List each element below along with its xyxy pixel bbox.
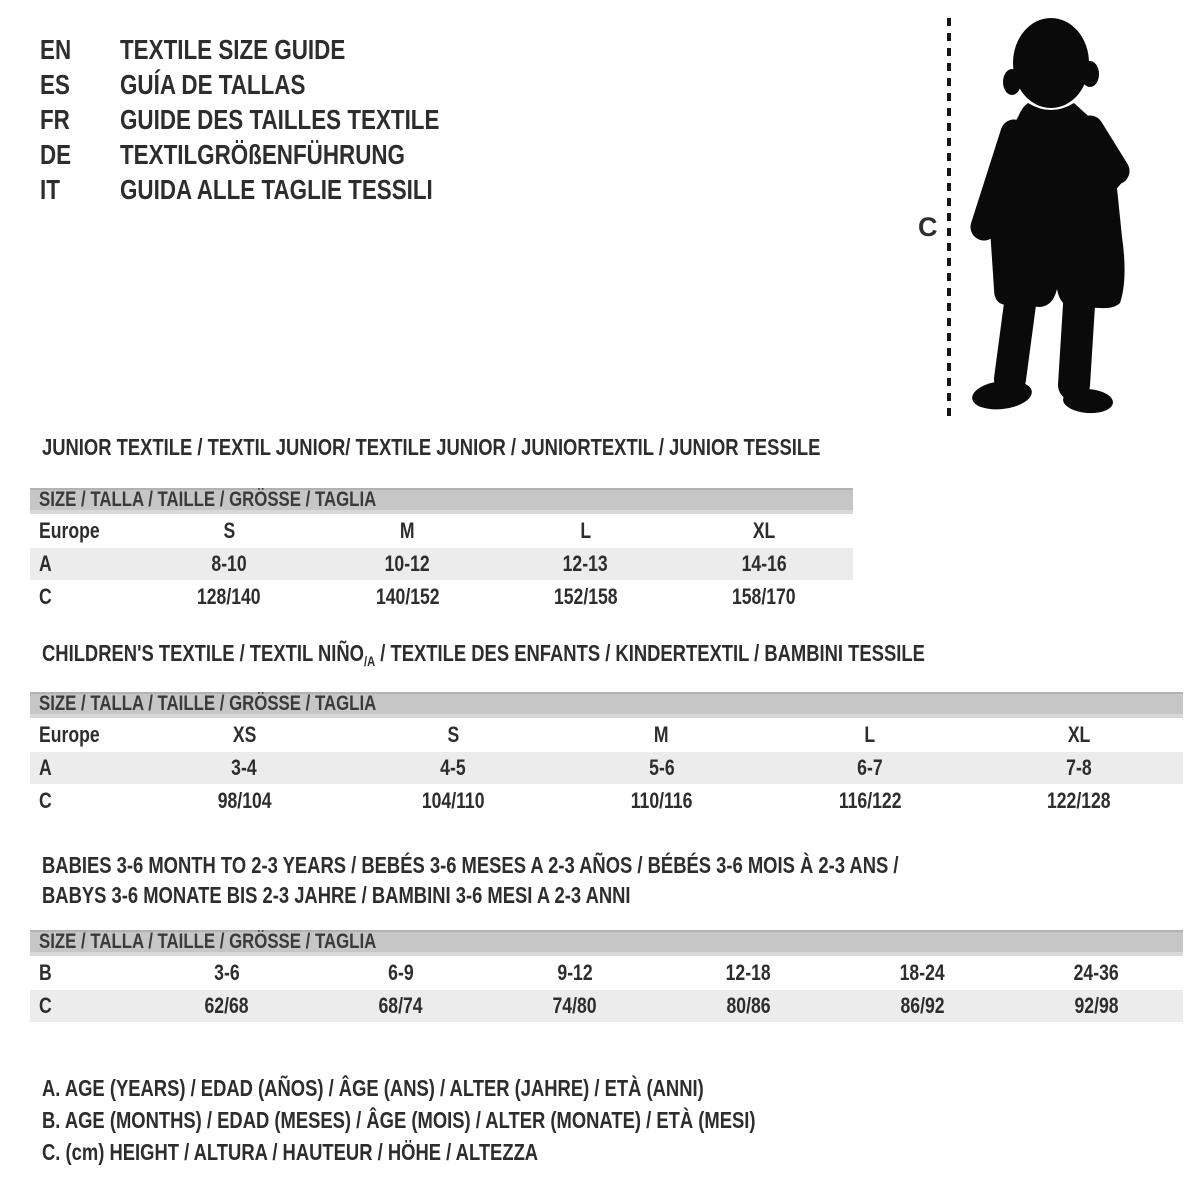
language-code bbox=[40, 67, 120, 102]
section-title bbox=[42, 640, 1183, 674]
row-label bbox=[30, 722, 140, 748]
title-text: BABYS 3-6 MONATE BIS 2-3 JAHRE / BAMBINI 3-6 MESI A 2-3 ANNI bbox=[42, 882, 631, 908]
size-cell-text: 86/92 bbox=[900, 993, 945, 1018]
size-cell-text: XL bbox=[1067, 722, 1090, 747]
language-code bbox=[40, 32, 120, 67]
size-cell-text: 92/98 bbox=[1074, 993, 1119, 1018]
size-cell bbox=[1009, 993, 1183, 1019]
size-cell bbox=[675, 518, 853, 544]
figure-measure-label: C bbox=[918, 212, 938, 242]
language-title-text: GUIDE DES TAILLES TEXTILE bbox=[120, 104, 440, 135]
size-cell bbox=[140, 993, 314, 1019]
row-label-text: A bbox=[39, 551, 52, 576]
size-cell bbox=[557, 788, 766, 814]
table-row bbox=[30, 957, 1183, 989]
size-table-header bbox=[30, 488, 853, 514]
size-cell-text: 6-9 bbox=[388, 960, 414, 985]
legend-line: A. AGE (YEARS) / EDAD (AÑOS) / ÂGE (ANS) / ALTER (JAHRE) / ETÀ (ANNI) bbox=[42, 1075, 704, 1101]
size-cell bbox=[497, 584, 675, 610]
size-cell-text: M bbox=[654, 722, 669, 747]
size-cell bbox=[974, 755, 1183, 781]
row-label bbox=[30, 551, 140, 577]
size-cell-text: 74/80 bbox=[552, 993, 597, 1018]
size-cell-text: 158/170 bbox=[732, 584, 796, 609]
size-cell bbox=[766, 722, 975, 748]
size-cell bbox=[349, 722, 558, 748]
size-cell-text: S bbox=[223, 518, 235, 543]
language-list bbox=[40, 32, 519, 207]
size-cell-text: 8-10 bbox=[211, 551, 247, 576]
language-title bbox=[120, 137, 476, 172]
language-title-text: TEXTILE SIZE GUIDE bbox=[120, 34, 346, 65]
size-cell bbox=[557, 722, 766, 748]
size-cell bbox=[314, 993, 488, 1019]
section-title-line bbox=[42, 434, 820, 460]
size-cell bbox=[488, 960, 662, 986]
table-row bbox=[30, 752, 1183, 784]
size-table-header bbox=[30, 692, 1183, 718]
legend bbox=[42, 1072, 934, 1168]
row-label bbox=[30, 993, 140, 1019]
size-cell-text: 7-8 bbox=[1065, 755, 1092, 780]
size-cell-text: L bbox=[864, 722, 876, 747]
row-label bbox=[30, 518, 140, 544]
language-title-text: GUIDA ALLE TAGLIE TESSILI bbox=[120, 174, 433, 205]
section-title bbox=[42, 850, 1183, 910]
babies-size-table bbox=[30, 930, 1183, 1022]
size-cell-text: 4-5 bbox=[440, 755, 466, 780]
size-cell-text: L bbox=[580, 518, 591, 543]
size-cell-text: 12-13 bbox=[563, 551, 609, 576]
row-label-text: A bbox=[39, 755, 52, 780]
size-cell-text: 122/128 bbox=[1046, 788, 1111, 813]
section-title-line bbox=[42, 640, 925, 674]
language-row bbox=[40, 67, 519, 102]
row-label-text: C bbox=[39, 993, 52, 1018]
size-cell bbox=[318, 551, 496, 577]
language-code-text: ES bbox=[40, 69, 70, 100]
language-title-text: GUÍA DE TALLAS bbox=[120, 69, 306, 100]
language-row bbox=[40, 102, 519, 137]
language-code bbox=[40, 172, 120, 207]
language-code bbox=[40, 102, 120, 137]
section-title bbox=[42, 434, 853, 460]
size-cell bbox=[349, 788, 558, 814]
language-row bbox=[40, 172, 519, 207]
row-label-text: Europe bbox=[39, 722, 100, 747]
title-text: BABIES 3-6 MONTH TO 2-3 YEARS / BEBÉS 3-6 MESES A 2-3 AÑOS / BÉBÉS 3-6 MOIS À 2-3 ANS / bbox=[42, 852, 899, 878]
size-cell bbox=[349, 755, 558, 781]
size-cell bbox=[140, 755, 349, 781]
size-cell bbox=[140, 551, 318, 577]
table-row bbox=[30, 785, 1183, 817]
size-cell-text: 128/140 bbox=[197, 584, 261, 609]
size-cell bbox=[675, 551, 853, 577]
row-label-text: C bbox=[39, 584, 52, 609]
size-cell-text: 116/122 bbox=[838, 788, 902, 813]
size-cell bbox=[974, 722, 1183, 748]
size-cell bbox=[766, 755, 975, 781]
row-label-text: Europe bbox=[39, 518, 100, 543]
size-cell bbox=[140, 722, 349, 748]
row-label bbox=[30, 788, 140, 814]
section-title-line bbox=[42, 880, 631, 910]
row-label bbox=[30, 755, 140, 781]
size-cell bbox=[140, 788, 349, 814]
height-dashed-line bbox=[944, 16, 954, 418]
size-table-header bbox=[30, 930, 1183, 956]
language-title bbox=[120, 102, 519, 137]
language-title bbox=[120, 67, 352, 102]
size-table-header-text: SIZE / TALLA / TAILLE / GRÖSSE / TAGLIA bbox=[39, 930, 377, 953]
size-cell-text: 24-36 bbox=[1073, 960, 1119, 985]
children-size-table bbox=[30, 692, 1183, 817]
size-cell bbox=[766, 788, 975, 814]
size-cell-text: 3-6 bbox=[214, 960, 240, 985]
size-cell bbox=[557, 755, 766, 781]
size-cell bbox=[974, 788, 1183, 814]
size-cell bbox=[675, 584, 853, 610]
section-childrens-textile bbox=[30, 640, 1183, 828]
table-row bbox=[30, 719, 1183, 751]
section-title-line bbox=[42, 850, 898, 880]
size-cell-text: 9-12 bbox=[556, 960, 593, 985]
language-title-text: TEXTILGRÖßENFÜHRUNG bbox=[120, 139, 405, 170]
size-cell bbox=[835, 993, 1009, 1019]
size-cell-text: 14-16 bbox=[741, 551, 787, 576]
language-code-text: DE bbox=[40, 139, 72, 170]
size-cell bbox=[314, 960, 488, 986]
size-cell-text: 152/158 bbox=[553, 584, 618, 609]
size-cell bbox=[661, 960, 835, 986]
size-cell-text: M bbox=[400, 518, 415, 543]
size-cell bbox=[497, 551, 675, 577]
language-title bbox=[120, 32, 402, 67]
language-title bbox=[120, 172, 511, 207]
size-cell-text: 98/104 bbox=[217, 788, 272, 813]
language-code-text: FR bbox=[40, 104, 70, 135]
legend-line: C. (cm) HEIGHT / ALTURA / HAUTEUR / HÖHE / ALTEZZA bbox=[42, 1139, 539, 1165]
size-cell-text: XS bbox=[232, 722, 257, 747]
size-cell-text: S bbox=[447, 722, 459, 747]
size-cell-text: 5-6 bbox=[648, 755, 675, 780]
size-cell-text: XL bbox=[752, 518, 776, 543]
legend-line: B. AGE (MONTHS) / EDAD (MESES) / ÂGE (MOIS) / ALTER (MONATE) / ETÀ (MESI) bbox=[42, 1107, 756, 1133]
size-cell bbox=[140, 584, 318, 610]
title-text: / TEXTILE DES ENFANTS / KINDERTEXTIL / BAMBINI TESSILE bbox=[375, 640, 925, 666]
toddler-silhouette-icon bbox=[968, 17, 1133, 415]
language-row bbox=[40, 137, 519, 172]
language-code-text: EN bbox=[40, 34, 72, 65]
size-table-header-text: SIZE / TALLA / TAILLE / GRÖSSE / TAGLIA bbox=[39, 488, 377, 511]
size-cell-text: 62/68 bbox=[204, 993, 249, 1018]
size-cell-text: 18-24 bbox=[899, 960, 945, 985]
row-label-text: B bbox=[39, 960, 52, 985]
table-row bbox=[30, 548, 853, 580]
size-cell bbox=[1009, 960, 1183, 986]
table-row bbox=[30, 990, 1183, 1022]
size-cell-text: 68/74 bbox=[378, 993, 423, 1018]
row-label-text: C bbox=[39, 788, 52, 813]
title-text: CHILDREN'S TEXTILE / TEXTIL NIÑO bbox=[42, 640, 364, 666]
size-cell bbox=[488, 993, 662, 1019]
language-code bbox=[40, 137, 120, 172]
size-cell bbox=[835, 960, 1009, 986]
junior-size-table bbox=[30, 488, 853, 613]
size-cell-text: 110/116 bbox=[630, 788, 693, 813]
row-label bbox=[30, 960, 140, 986]
size-cell bbox=[140, 518, 318, 544]
language-row bbox=[40, 32, 519, 67]
size-cell bbox=[661, 993, 835, 1019]
size-cell-text: 3-4 bbox=[231, 755, 258, 780]
table-row bbox=[30, 581, 853, 613]
row-label bbox=[30, 584, 140, 610]
section-babies-textile bbox=[30, 850, 1183, 1028]
size-table-header-text: SIZE / TALLA / TAILLE / GRÖSSE / TAGLIA bbox=[39, 692, 377, 715]
size-cell-text: 10-12 bbox=[384, 551, 430, 576]
size-cell-text: 12-18 bbox=[725, 960, 771, 985]
title-text: JUNIOR TEXTILE / TEXTIL JUNIOR/ TEXTILE JUNIOR / JUNIORTEXTIL / JUNIOR TESSILE bbox=[42, 434, 821, 460]
size-cell bbox=[497, 518, 675, 544]
size-cell bbox=[318, 518, 496, 544]
title-subscript: /A bbox=[363, 653, 376, 669]
section-junior-textile bbox=[30, 434, 853, 619]
size-cell bbox=[318, 584, 496, 610]
language-code-text: IT bbox=[40, 174, 60, 205]
size-cell-text: 6-7 bbox=[857, 755, 883, 780]
table-row bbox=[30, 515, 853, 547]
size-cell-text: 80/86 bbox=[726, 993, 771, 1018]
size-cell bbox=[140, 960, 314, 986]
size-cell-text: 104/110 bbox=[421, 788, 485, 813]
size-cell-text: 140/152 bbox=[375, 584, 440, 609]
